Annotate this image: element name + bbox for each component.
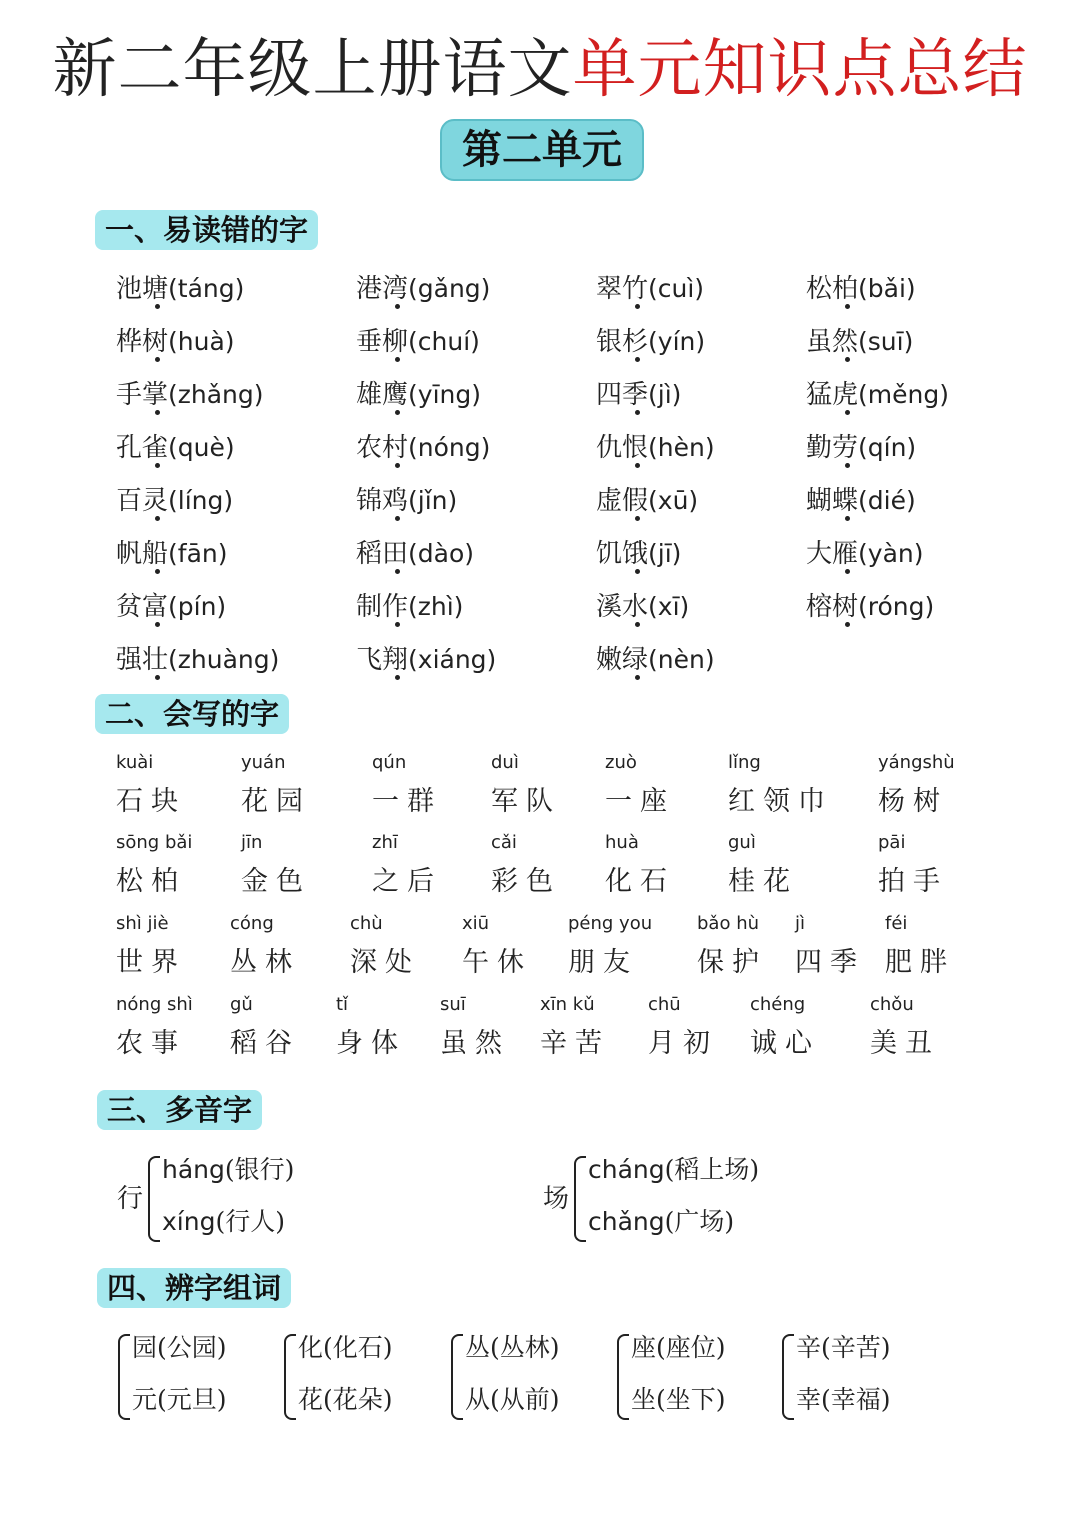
distinguish-word: 座(座位) <box>631 1333 726 1362</box>
write-hanzi: 杨树 <box>878 786 948 817</box>
distinguish-word: 花(花朵) <box>298 1385 393 1414</box>
emphasis-dot <box>155 569 160 574</box>
emphasis-dot <box>395 463 400 468</box>
section-heading-write: 二、会写的字 <box>95 694 289 734</box>
write-hanzi: 虽然 <box>440 1028 510 1059</box>
title-red: 单元知识点总结 <box>572 33 1028 107</box>
easy-read-pinyin: (qín) <box>858 433 917 462</box>
write-pinyin: shì jiè <box>116 913 169 934</box>
easy-read-word: 蝴蝶 <box>806 486 859 516</box>
write-item <box>878 752 955 818</box>
distinguish-word: 坐(坐下) <box>631 1385 726 1414</box>
easy-read-word: 虽然 <box>806 327 859 357</box>
brace-line <box>617 1334 629 1420</box>
easy-read-word: 飞翔 <box>356 645 409 675</box>
write-pinyin: suī <box>440 994 466 1015</box>
write-item <box>230 913 300 979</box>
easy-read-word: 饥饿 <box>596 539 649 569</box>
emphasis-dot <box>395 357 400 362</box>
easy-read-item <box>596 268 704 305</box>
write-pinyin: duì <box>491 752 519 773</box>
write-hanzi: 保护 <box>697 947 767 978</box>
easy-read-pinyin: (róng) <box>858 592 935 621</box>
write-pinyin: kuài <box>116 752 154 773</box>
easy-read-pinyin: (dào) <box>408 539 475 568</box>
distinguish-word: 化(化石) <box>298 1333 393 1362</box>
polyphone-line: háng(银行) <box>162 1155 295 1184</box>
emphasis-dot <box>845 516 850 521</box>
easy-read-item <box>356 268 490 305</box>
easy-read-pinyin: (nèn) <box>648 645 715 674</box>
emphasis-dot <box>155 622 160 627</box>
write-item <box>116 994 193 1060</box>
write-pinyin: chū <box>648 994 681 1015</box>
write-hanzi: 丛林 <box>230 947 300 978</box>
brace-line <box>284 1334 296 1420</box>
write-pinyin: xīn kǔ <box>540 994 595 1015</box>
emphasis-dot <box>635 304 640 309</box>
easy-read-word: 贫富 <box>116 592 169 622</box>
easy-read-word: 大雁 <box>806 539 859 569</box>
distinguish-word: 丛(丛林) <box>465 1333 560 1362</box>
write-hanzi: 石块 <box>116 786 186 817</box>
easy-read-pinyin: (zhì) <box>408 592 464 621</box>
write-item <box>350 913 420 979</box>
easy-read-word: 雄鹰 <box>356 380 409 410</box>
easy-read-word: 稻田 <box>356 539 409 569</box>
easy-read-word: 港湾 <box>356 274 409 304</box>
write-pinyin: chéng <box>750 994 806 1015</box>
write-hanzi: 拍手 <box>878 866 948 897</box>
easy-read-pinyin: (jǐn) <box>408 486 458 515</box>
polyphone-line: cháng(稻上场) <box>588 1155 760 1184</box>
write-item <box>605 832 675 898</box>
easy-read-word: 锦鸡 <box>356 486 409 516</box>
easy-read-item <box>356 639 496 676</box>
emphasis-dot <box>155 304 160 309</box>
write-hanzi: 彩色 <box>491 866 561 897</box>
emphasis-dot <box>395 304 400 309</box>
emphasis-dot <box>155 410 160 415</box>
easy-read-pinyin: (huà) <box>168 327 235 356</box>
easy-read-item <box>596 639 715 676</box>
write-item <box>230 994 300 1060</box>
easy-read-item <box>356 321 480 358</box>
polyphone-char: 场 <box>543 1184 570 1214</box>
easy-read-item <box>116 480 233 517</box>
write-item <box>116 832 192 898</box>
easy-read-item <box>596 480 698 517</box>
easy-read-word: 百灵 <box>116 486 169 516</box>
write-item <box>728 752 833 818</box>
easy-read-pinyin: (jì) <box>648 380 682 409</box>
write-pinyin: jì <box>795 913 806 934</box>
write-item <box>795 913 865 979</box>
easy-read-word: 桦树 <box>116 327 169 357</box>
brace-line <box>782 1334 794 1420</box>
easy-read-item <box>596 533 681 570</box>
easy-read-word: 猛虎 <box>806 380 859 410</box>
write-item <box>372 752 442 818</box>
easy-read-word: 孔雀 <box>116 433 169 463</box>
brace-line <box>148 1156 160 1242</box>
write-hanzi: 朋友 <box>568 947 638 978</box>
write-item <box>870 994 940 1060</box>
easy-read-word: 帆船 <box>116 539 169 569</box>
write-pinyin: sōng bǎi <box>116 832 193 853</box>
write-pinyin: péng you <box>568 913 653 934</box>
easy-read-pinyin: (bǎi) <box>858 274 916 303</box>
write-hanzi: 诚心 <box>750 1028 820 1059</box>
easy-read-item <box>116 321 235 358</box>
write-pinyin: yuán <box>241 752 286 773</box>
write-hanzi: 红领巾 <box>728 786 833 817</box>
polyphone-char: 行 <box>117 1184 144 1214</box>
emphasis-dot <box>635 569 640 574</box>
write-item <box>697 913 767 979</box>
easy-read-pinyin: (dié) <box>858 486 916 515</box>
easy-read-word: 榕树 <box>806 592 859 622</box>
emphasis-dot <box>845 304 850 309</box>
easy-read-item <box>806 427 916 464</box>
unit-badge: 第二单元 <box>440 119 644 181</box>
write-hanzi: 深处 <box>350 947 420 978</box>
easy-read-item <box>806 586 934 623</box>
easy-read-pinyin: (xiáng) <box>408 645 497 674</box>
write-hanzi: 辛苦 <box>540 1028 610 1059</box>
easy-read-pinyin: (táng) <box>168 274 245 303</box>
write-item <box>648 994 718 1060</box>
easy-read-item <box>116 533 228 570</box>
write-pinyin: xiū <box>462 913 490 934</box>
easy-read-item <box>596 374 681 411</box>
easy-read-item <box>806 533 923 570</box>
easy-read-pinyin: (zhuàng) <box>168 645 280 674</box>
easy-read-item <box>356 533 474 570</box>
easy-read-word: 虚假 <box>596 486 649 516</box>
polyphone-line: xíng(行人) <box>162 1207 285 1236</box>
write-hanzi: 美丑 <box>870 1028 940 1059</box>
easy-read-item <box>596 321 705 358</box>
emphasis-dot <box>155 357 160 362</box>
easy-read-word: 强壮 <box>116 645 169 675</box>
write-item <box>241 752 311 818</box>
write-item <box>568 913 652 979</box>
easy-read-word: 翠竹 <box>596 274 649 304</box>
easy-read-pinyin: (cuì) <box>648 274 705 303</box>
emphasis-dot <box>395 516 400 521</box>
write-hanzi: 月初 <box>648 1028 718 1059</box>
easy-read-pinyin: (yīng) <box>408 380 481 409</box>
write-pinyin: chǒu <box>870 994 914 1015</box>
emphasis-dot <box>155 463 160 468</box>
write-pinyin: qún <box>372 752 407 773</box>
easy-read-item <box>806 268 916 305</box>
write-pinyin: zhī <box>372 832 398 853</box>
write-item <box>440 994 510 1060</box>
easy-read-word: 银杉 <box>596 327 649 357</box>
title-black: 新二年级上册语文 <box>52 33 573 107</box>
write-hanzi: 金色 <box>241 866 311 897</box>
easy-read-item <box>356 427 490 464</box>
easy-read-item <box>806 480 916 517</box>
easy-read-pinyin: (měng) <box>858 380 949 409</box>
write-item <box>116 752 186 818</box>
easy-read-pinyin: (xū) <box>648 486 699 515</box>
write-item <box>336 994 406 1060</box>
easy-read-item <box>116 268 244 305</box>
write-item <box>885 913 955 979</box>
easy-read-pinyin: (fān) <box>168 539 228 568</box>
write-pinyin: tǐ <box>336 994 349 1015</box>
write-hanzi: 一座 <box>605 786 675 817</box>
write-item <box>462 913 532 979</box>
emphasis-dot <box>395 569 400 574</box>
write-item <box>605 752 675 818</box>
easy-read-pinyin: (chuí) <box>408 327 480 356</box>
write-pinyin: cǎi <box>491 832 517 853</box>
emphasis-dot <box>845 463 850 468</box>
write-hanzi: 身体 <box>336 1028 406 1059</box>
emphasis-dot <box>635 410 640 415</box>
write-hanzi: 农事 <box>116 1028 186 1059</box>
easy-read-word: 池塘 <box>116 274 169 304</box>
write-hanzi: 化石 <box>605 866 675 897</box>
write-hanzi: 松柏 <box>116 866 186 897</box>
emphasis-dot <box>635 622 640 627</box>
brace-line <box>118 1334 130 1420</box>
easy-read-word: 勤劳 <box>806 433 859 463</box>
emphasis-dot <box>845 622 850 627</box>
easy-read-pinyin: (yín) <box>648 327 706 356</box>
write-pinyin: zuò <box>605 752 637 773</box>
emphasis-dot <box>635 516 640 521</box>
emphasis-dot <box>395 622 400 627</box>
distinguish-word: 辛(辛苦) <box>796 1333 891 1362</box>
brace-line <box>574 1156 586 1242</box>
easy-read-word: 制作 <box>356 592 409 622</box>
easy-read-pinyin: (jī) <box>648 539 682 568</box>
write-pinyin: guì <box>728 832 756 853</box>
emphasis-dot <box>395 675 400 680</box>
easy-read-item <box>116 374 264 411</box>
emphasis-dot <box>635 357 640 362</box>
emphasis-dot <box>395 410 400 415</box>
write-hanzi: 午休 <box>462 947 532 978</box>
page-title <box>0 18 1080 110</box>
write-pinyin: cóng <box>230 913 274 934</box>
distinguish-word: 从(从前) <box>465 1385 560 1414</box>
emphasis-dot <box>845 357 850 362</box>
easy-read-pinyin: (hèn) <box>648 433 715 462</box>
write-item <box>728 832 798 898</box>
write-item <box>878 832 948 898</box>
write-hanzi: 之后 <box>372 866 442 897</box>
write-hanzi: 世界 <box>116 947 186 978</box>
easy-read-pinyin: (pín) <box>168 592 227 621</box>
write-hanzi: 桂花 <box>728 866 798 897</box>
easy-read-word: 嫩绿 <box>596 645 649 675</box>
write-pinyin: huà <box>605 832 639 853</box>
easy-read-item <box>116 427 235 464</box>
emphasis-dot <box>635 675 640 680</box>
easy-read-item <box>356 586 463 623</box>
polyphone-line: chǎng(广场) <box>588 1207 735 1236</box>
easy-read-pinyin: (suī) <box>858 327 914 356</box>
distinguish-word: 幸(幸福) <box>796 1385 891 1414</box>
write-pinyin: jīn <box>241 832 263 853</box>
easy-read-pinyin: (xī) <box>648 592 690 621</box>
easy-read-word: 垂柳 <box>356 327 409 357</box>
write-hanzi: 稻谷 <box>230 1028 300 1059</box>
write-item <box>491 832 561 898</box>
write-item <box>372 832 442 898</box>
write-pinyin: féi <box>885 913 908 934</box>
write-item <box>540 994 610 1060</box>
write-hanzi: 一群 <box>372 786 442 817</box>
easy-read-item <box>596 427 715 464</box>
section-heading-distinguish: 四、辨字组词 <box>97 1268 291 1308</box>
easy-read-word: 溪水 <box>596 592 649 622</box>
easy-read-pinyin: (yàn) <box>858 539 924 568</box>
easy-read-word: 松柏 <box>806 274 859 304</box>
write-pinyin: bǎo hù <box>697 913 760 934</box>
write-item <box>491 752 561 818</box>
distinguish-word: 园(公园) <box>132 1333 227 1362</box>
easy-read-pinyin: (què) <box>168 433 235 462</box>
emphasis-dot <box>155 516 160 521</box>
write-pinyin: nóng shì <box>116 994 193 1015</box>
emphasis-dot <box>635 463 640 468</box>
easy-read-pinyin: (líng) <box>168 486 234 515</box>
easy-read-word: 仇恨 <box>596 433 649 463</box>
emphasis-dot <box>845 569 850 574</box>
write-item <box>750 994 820 1060</box>
write-pinyin: chù <box>350 913 383 934</box>
emphasis-dot <box>155 675 160 680</box>
write-hanzi: 军队 <box>491 786 561 817</box>
section-heading-polyphone: 三、多音字 <box>97 1090 262 1130</box>
easy-read-item <box>806 321 913 358</box>
easy-read-item <box>116 586 226 623</box>
write-pinyin: yángshù <box>878 752 955 773</box>
write-hanzi: 肥胖 <box>885 947 955 978</box>
distinguish-word: 元(元旦) <box>132 1385 227 1414</box>
section-heading-easy-read: 一、易读错的字 <box>95 210 318 250</box>
brace-line <box>451 1334 463 1420</box>
write-item <box>241 832 311 898</box>
write-hanzi: 四季 <box>795 947 865 978</box>
write-pinyin: pāi <box>878 832 906 853</box>
easy-read-pinyin: (gǎng) <box>408 274 491 303</box>
easy-read-word: 手掌 <box>116 380 169 410</box>
easy-read-item <box>356 480 457 517</box>
easy-read-pinyin: (zhǎng) <box>168 380 264 409</box>
write-pinyin: gǔ <box>230 994 253 1015</box>
easy-read-item <box>806 374 949 411</box>
write-hanzi: 花园 <box>241 786 311 817</box>
write-pinyin: lǐng <box>728 752 761 773</box>
emphasis-dot <box>845 410 850 415</box>
write-item <box>116 913 186 979</box>
easy-read-word: 农村 <box>356 433 409 463</box>
easy-read-item <box>116 639 279 676</box>
easy-read-item <box>356 374 481 411</box>
easy-read-item <box>596 586 689 623</box>
easy-read-word: 四季 <box>596 380 649 410</box>
easy-read-pinyin: (nóng) <box>408 433 491 462</box>
